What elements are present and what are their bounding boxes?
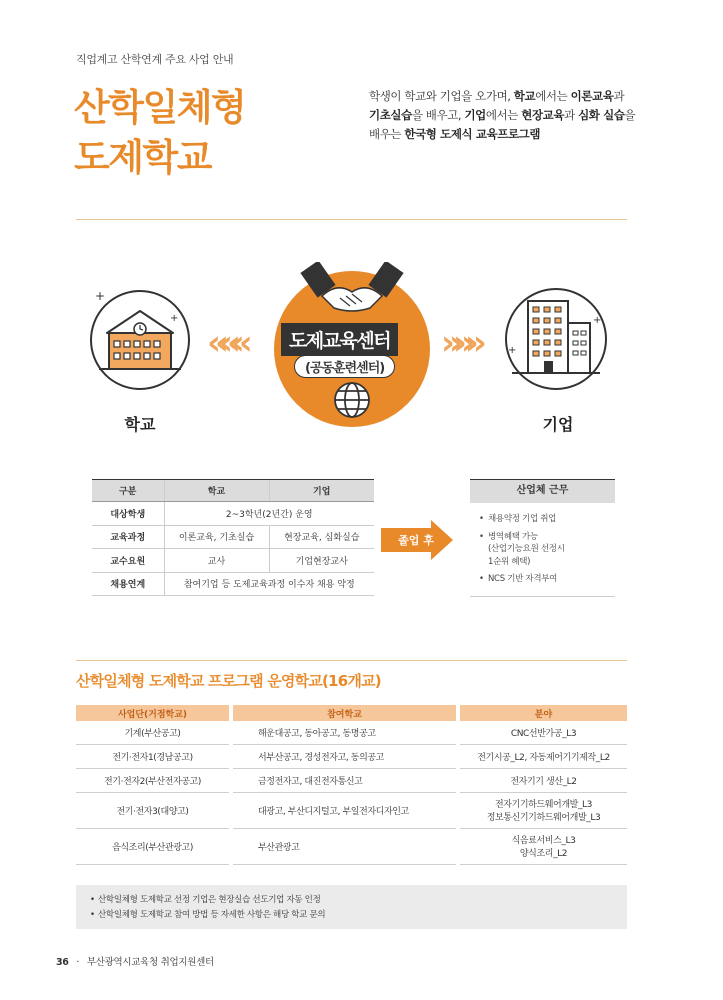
chevrons-left-icon: ««« — [207, 323, 243, 363]
divider — [76, 660, 627, 661]
table-row: 전기·전자1(경남공고) 서부산공고, 경성전자고, 동의공고 전기시공_L2, 자동제어기기제작_L2 — [76, 744, 627, 768]
column-header: 사업단(거점학교) — [76, 705, 231, 721]
list-item: • 병역혜택 가능 (산업기능요원 선정시 1순위 혜택) — [488, 531, 615, 569]
building-icon — [500, 283, 612, 395]
table-row: 전기·전자2(부산전자공고) 금정전자고, 대진전자통신고 전자기기 생산_L2 — [76, 768, 627, 792]
table-row: 음식조리(부산관광고) 부산관광고 식음료서비스_L3 양식조리_L2 — [76, 828, 627, 864]
note-item: • 산학일체형 도제학교 참여 방법 등 자세한 사항은 해당 학교 문의 — [90, 908, 627, 923]
svg-text:+: + — [170, 313, 179, 324]
list-item: • NCS 기반 자격부여 — [488, 573, 615, 586]
section-kicker: 직업계고 산학연계 주요 사업 안내 — [76, 53, 234, 66]
intro-paragraph — [369, 87, 669, 144]
svg-text:+: + — [95, 289, 106, 303]
column-header: 구분 — [92, 480, 164, 502]
globe-icon — [335, 383, 369, 417]
svg-text:+: + — [593, 315, 602, 326]
column-header: 기업 — [269, 480, 374, 502]
field-line: 전기시공_L2, 자동제어기기제작_L2 — [477, 752, 610, 763]
field-line: 식음료서비스_L3 — [511, 836, 576, 846]
after-graduation-box — [470, 479, 615, 597]
footer-org: 부산광역시교육청 취업지원센터 — [86, 957, 214, 968]
center-subtitle: (공동훈련센터) — [294, 355, 395, 378]
column-header: 학교 — [164, 480, 269, 502]
school-label: 학교 — [124, 415, 156, 434]
field-line: 전자기기 생산_L2 — [510, 776, 577, 787]
column-header: 분야 — [458, 705, 627, 721]
list-item: • 채용약정 기업 취업 — [488, 513, 615, 526]
table-row: 교육과정 이론교육, 기초실습 현장교육, 심화실습 — [92, 525, 374, 549]
field-line: 정보통신기기하드웨어개발_L3 — [486, 813, 601, 823]
intro-line: 배우는 한국형 도제식 교육프로그램 — [369, 127, 541, 141]
divider — [76, 219, 627, 220]
note-item: • 산학일체형 도제학교 선정 기업은 현장실습 선도기업 자동 인정 — [90, 893, 627, 908]
comparison-table — [92, 479, 374, 596]
page-title-line2: 도제학교 — [74, 136, 211, 179]
section-title: 산학일체형 도제학교 프로그램 운영학교(16개교) — [76, 672, 381, 690]
field-line: CNC선반가공_L3 — [510, 728, 577, 739]
field-line: 양식조리_L2 — [519, 849, 568, 859]
page-number: 36 — [56, 957, 69, 968]
school-icon — [85, 285, 195, 395]
center-title: 도제교육센터 — [281, 323, 398, 356]
table-row: 기계(부산공고) 해운대공고, 동아공고, 동명공고 CNC선반가공_L3 — [76, 721, 627, 744]
intro-line: 기초실습을 배우고, 기업에서는 현장교육과 심화 실습을 — [369, 108, 636, 122]
schools-table — [76, 705, 627, 865]
page-footer — [56, 954, 214, 968]
after-graduation-list — [470, 503, 615, 586]
table-row: 전기·전자3(대양고) 대광고, 부산디지털고, 부일전자디자인고 전자기기하드웨어개발_L3 정보통신기기하드웨어개발_L3 — [76, 792, 627, 828]
after-graduation-heading: 산업체 근무 — [470, 479, 615, 503]
footer-separator: · — [76, 957, 80, 968]
chevrons-right-icon: »»» — [441, 323, 477, 363]
svg-text:+: + — [508, 345, 517, 356]
intro-line: 학생이 학교와 기업을 오가며, 학교에서는 이론교육과 — [369, 89, 625, 103]
page-title-line1: 산학일체형 — [74, 86, 246, 129]
field-line: 전자기기하드웨어개발_L3 — [495, 800, 592, 810]
company-label: 기업 — [542, 415, 574, 434]
table-row: 교수요원 교사 기업현장교사 — [92, 549, 374, 573]
column-header: 참여학교 — [231, 705, 458, 721]
table-row: 대상학생 2~3학년(2년간) 운영 — [92, 502, 374, 526]
notes-box — [76, 885, 627, 929]
table-row: 채용연계 참여기업 등 도제교육과정 이수자 채용 약정 — [92, 572, 374, 596]
after-graduation-label: 졸업 후 — [398, 534, 434, 547]
